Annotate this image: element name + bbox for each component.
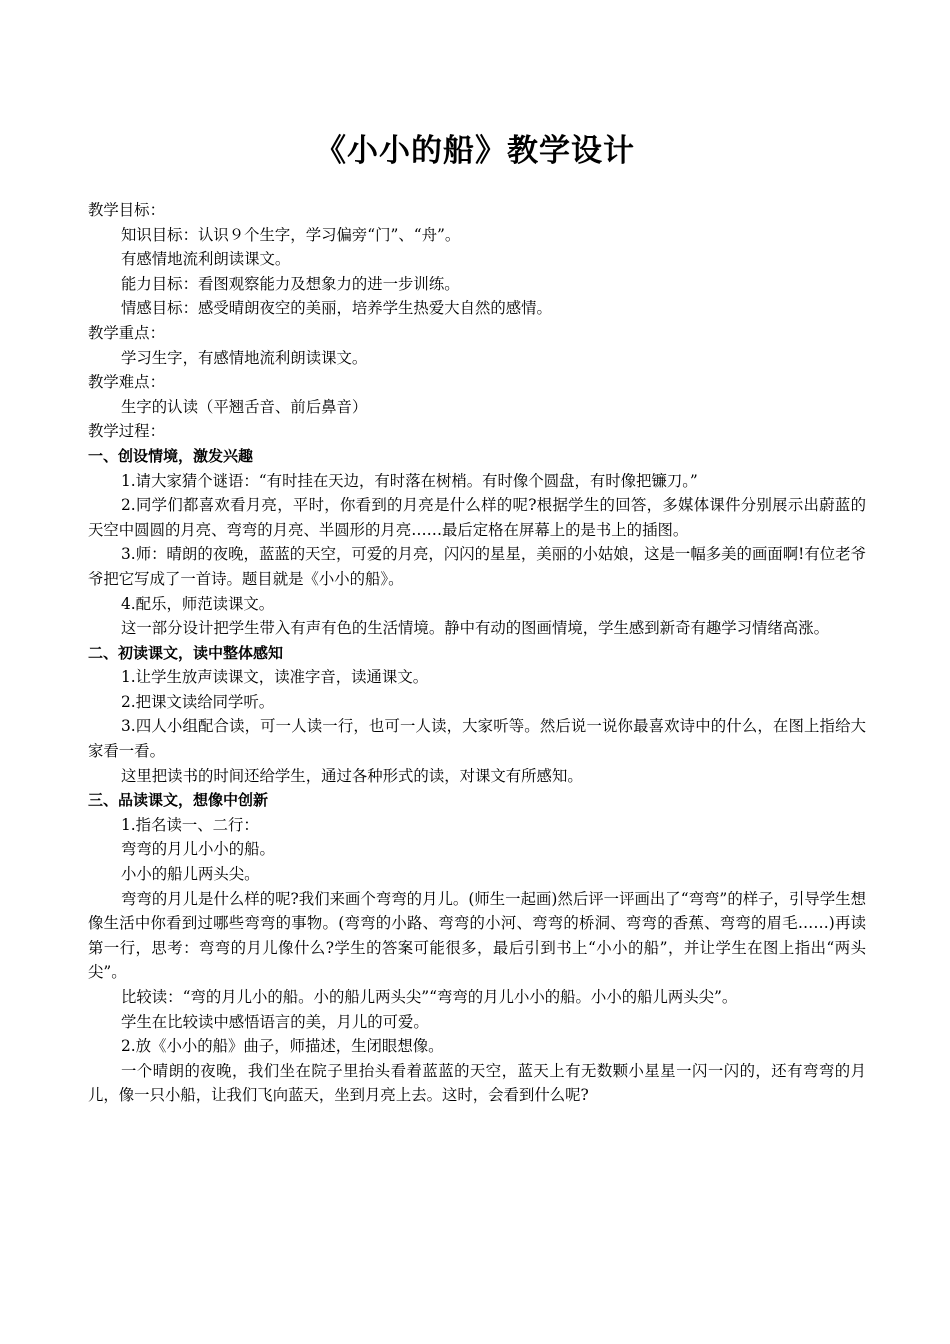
- section-heading: 三、品读课文，想像中创新: [88, 791, 269, 810]
- paragraph: 弯弯的月儿小小的船。: [121, 840, 275, 859]
- paragraph: 小小的船儿两头尖。: [121, 865, 260, 884]
- paragraph: 1.让学生放声读课文，读准字音，读通课文。: [121, 668, 429, 687]
- indented-line: 有感情地流利朗读课文。: [121, 250, 291, 269]
- document-body: [88, 198, 866, 1108]
- text-line: 教学过程：: [88, 422, 165, 441]
- text-line: 教学重点：: [88, 323, 165, 342]
- paragraph: 2.放《小小的船》曲子，师描述，生闭眼想像。: [121, 1037, 444, 1056]
- paragraph: 3.师：晴朗的夜晚，蓝蓝的天空，可爱的月亮，闪闪的星星，美丽的小姑娘，这是一幅多美的画面啊!有位老爷爷把它写成了一首诗。题目就是《小小的船》。: [88, 545, 866, 588]
- paragraph: 2.把课文读给同学听。: [121, 692, 275, 711]
- text-line: 教学目标：: [88, 201, 165, 219]
- indented-line: 能力目标：看图观察能力及想象力的进一步训练。: [121, 274, 460, 293]
- paragraph: 比较读：“弯的月儿小的船。小的船儿两头尖”“弯弯的月儿小小的船。小小的船儿两头尖”。: [121, 988, 738, 1006]
- paragraph: 2.同学们都喜欢看月亮，平时，你看到的月亮是什么样的呢?根据学生的回答，多媒体课件分别展示出蔚蓝的天空中圆圆的月亮、弯弯的月亮、半圆形的月亮……最后定格在屏幕上的是书上的插图。: [88, 496, 866, 539]
- indented-line: 学习生字，有感情地流利朗读课文。: [121, 348, 368, 367]
- paragraph: 3.四人小组配合读，可一人读一行，也可一人读，大家听等。然后说一说你最喜欢诗中的什么，在图上指给大家看一看。: [88, 717, 866, 761]
- paragraph: 这里把读书的时间还给学生，通过各种形式的读，对课文有所感知。: [121, 766, 583, 785]
- section-heading: 二、初读课文，读中整体感知: [88, 643, 284, 662]
- indented-line: 生字的认读（平翘舌音、前后鼻音）: [121, 397, 368, 416]
- paragraph: 1.指名读一、二行：: [121, 815, 259, 834]
- document-title: 《小小的船》教学设计: [315, 133, 635, 169]
- indented-line: 情感目标：感受晴朗夜空的美丽，培养学生热爱大自然的感情。: [121, 299, 552, 318]
- paragraph: 1.请大家猜个谜语：“有时挂在天边，有时落在树梢。有时像个圆盘，有时像把镰刀。”: [121, 471, 698, 490]
- section-heading: 一、创设情境，激发兴趣: [88, 446, 254, 465]
- paragraph: 一个晴朗的夜晚，我们坐在院子里抬头看着蓝蓝的天空，蓝天上有无数颗小星星一闪一闪的，还有弯弯的月儿，像一只小船，让我们飞向蓝天，坐到月亮上去。这时，会看到什么呢?: [88, 1061, 866, 1105]
- paragraph: 这一部分设计把学生带入有声有色的生活情境。静中有动的图画情境，学生感到新奇有趣学习情绪高涨。: [121, 619, 829, 638]
- paragraph: 4.配乐，师范读课文。: [121, 594, 275, 613]
- paragraph: 学生在比较读中感悟语言的美，月儿的可爱。: [121, 1012, 429, 1031]
- paragraph: 弯弯的月儿是什么样的呢?我们来画个弯弯的月儿。(师生一起画)然后评一评画出了“弯弯”的样子，引导学生想像生活中你看到过哪些弯弯的事物。(弯弯的小路、弯弯的小河、弯弯的桥洞、弯弯的香蕉、弯弯的眉毛……)再读第一行，思考：弯弯的月儿像什么?学生的答案可能很多，最后引到书上“小小的船”，并让学生在图上指出“两头尖”。: [88, 889, 866, 982]
- indented-line: 知识目标：认识９个生字，学习偏旁“门”、“舟”。: [121, 225, 461, 244]
- text-line: 教学难点：: [88, 373, 165, 392]
